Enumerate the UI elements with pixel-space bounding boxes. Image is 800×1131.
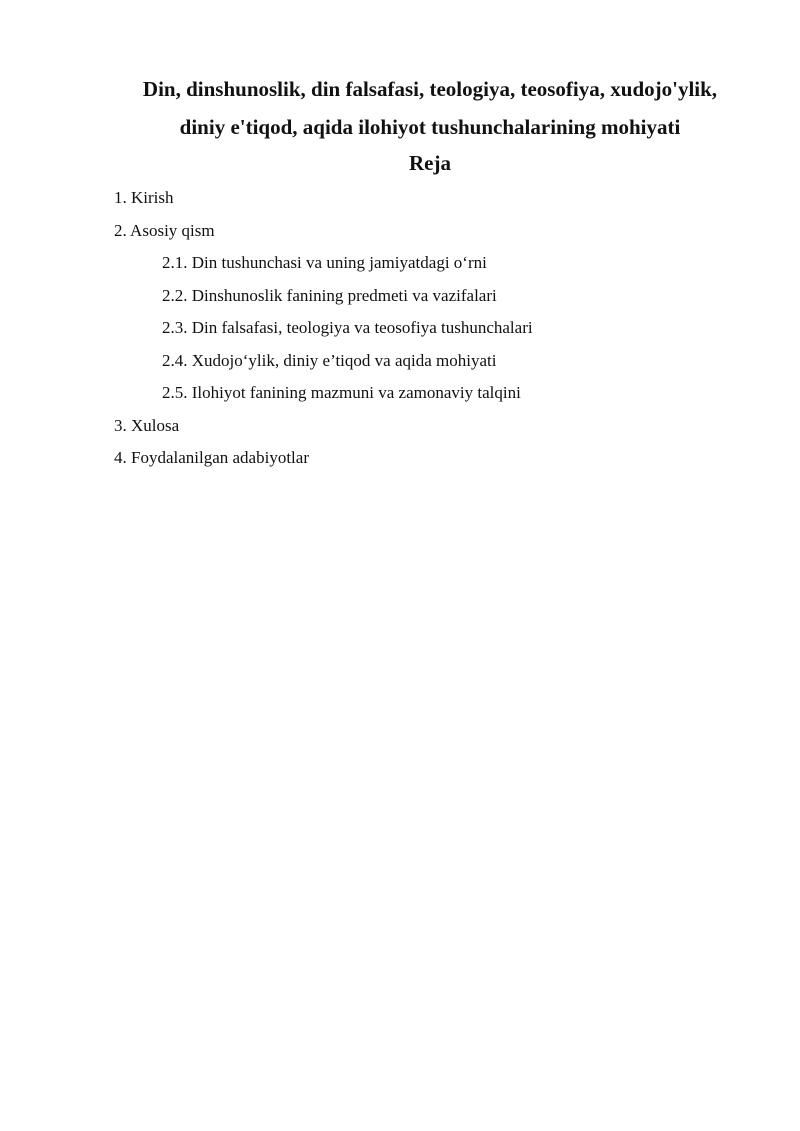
plan-item: 1. Kirish	[114, 188, 174, 207]
plan-heading: Reja	[409, 151, 451, 175]
plan-subitem: 2.5. Ilohiyot fanining mazmuni va zamonaviy talqini	[162, 383, 521, 402]
title-line-2: diniy e'tiqod, aqida ilohiyot tushunchalarining mohiyati	[179, 115, 681, 139]
plan-subitem: 2.4. Xudojo‘ylik, diniy e’tiqod va aqida mohiyati	[162, 350, 497, 370]
plan-subitem: 2.3. Din falsafasi, teologiya va teosofiya tushunchalari	[162, 318, 533, 337]
plan-item: 4. Foydalanilgan adabiyotlar	[114, 448, 309, 467]
plan-item: 3. Xulosa	[114, 415, 180, 435]
plan-item: 2. Asosiy qism	[114, 220, 215, 240]
plan-subitem: 2.1. Din tushunchasi va uning jamiyatdagi o‘rni	[162, 253, 487, 272]
plan-subitem: 2.2. Dinshunoslik fanining predmeti va vazifalari	[162, 285, 497, 305]
title-line-1: Din, dinshunoslik, din falsafasi, teologiya, teosofiya, xudojo'ylik,	[142, 77, 718, 101]
document-title	[100, 70, 760, 146]
plan-list	[114, 182, 533, 475]
